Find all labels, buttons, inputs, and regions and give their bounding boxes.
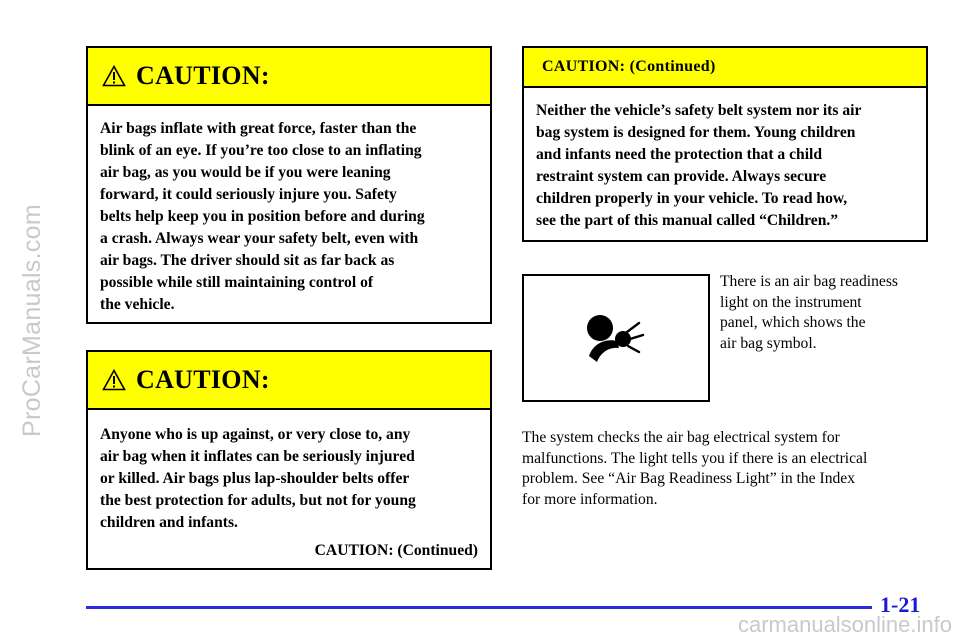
caution-body	[88, 410, 490, 562]
caution-continued: CAUTION: (Continued)	[314, 542, 478, 559]
caution-line: air bag when it inflates can be seriously injured	[100, 448, 415, 465]
airbag-symbol-frame	[522, 274, 710, 402]
caution-line: a crash. Always wear your safety belt, even with	[100, 230, 419, 247]
caution-line: blink of an eye. If you’re too close to an inflating	[100, 142, 422, 159]
caution-line: forward, it could seriously injure you. Safety	[100, 186, 397, 203]
text-line: malfunctions. The light tells you if there is an electrical	[522, 449, 868, 467]
caution-title: CAUTION:	[136, 61, 270, 90]
caution-line: belts help keep you in position before and during	[100, 208, 425, 225]
text-line: air bag symbol.	[720, 334, 817, 352]
footer-rule	[86, 606, 872, 609]
caution-line: the vehicle.	[100, 296, 175, 313]
caution-line: children properly in your vehicle. To read how,	[536, 190, 848, 207]
caution-box-close-to-airbag	[86, 350, 492, 570]
text-line: The system checks the air bag electrical system for	[522, 429, 840, 446]
caution-line: and infants need the protection that a child	[536, 146, 823, 163]
bottom-watermark: carmanualsonline.info	[737, 612, 952, 637]
warning-triangle-icon	[102, 369, 126, 391]
caution-line: air bags. The driver should sit as far back as	[100, 252, 395, 269]
caution-line: Air bags inflate with great force, faster than the	[100, 120, 417, 137]
caution-line: Neither the vehicle’s safety belt system nor its air	[536, 102, 862, 119]
caution-header	[524, 48, 926, 88]
caution-title: CAUTION:	[136, 365, 270, 394]
caution-title: CAUTION: (Continued)	[542, 58, 716, 75]
caution-header	[88, 48, 490, 106]
caution-line: children and infants.	[100, 514, 238, 531]
caution-line: or killed. Air bags plus lap-shoulder belts offer	[100, 470, 410, 487]
page-number: 1-21	[880, 592, 921, 617]
caution-body	[524, 88, 926, 232]
text-line: panel, which shows the	[720, 314, 866, 331]
caution-line: see the part of this manual called “Children.”	[536, 212, 839, 229]
caution-line: air bag, as you would be if you were leaning	[100, 164, 391, 181]
side-watermark-text: ProCarManuals.com	[17, 203, 46, 437]
text-line: problem. See “Air Bag Readiness Light” in the Index	[522, 470, 856, 487]
caution-line: bag system is designed for them. Young children	[536, 124, 856, 141]
side-watermark	[10, 0, 54, 640]
caution-line: Anyone who is up against, or very close to, any	[100, 426, 411, 443]
caution-box-continued	[522, 46, 928, 242]
caution-body	[88, 106, 490, 316]
readiness-light-text	[720, 272, 898, 354]
system-check-text	[522, 428, 867, 510]
caution-line: restraint system can provide. Always secure	[536, 168, 827, 185]
text-line: There is an air bag readiness	[720, 273, 898, 290]
caution-line: possible while still maintaining control of	[100, 274, 374, 291]
text-line: light on the instrument	[720, 293, 862, 311]
caution-header	[88, 352, 490, 410]
warning-triangle-icon	[102, 65, 126, 87]
text-line: for more information.	[522, 490, 658, 508]
caution-box-airbag-force	[86, 46, 492, 324]
caution-line: the best protection for adults, but not for young	[100, 492, 416, 509]
airbag-symbol-icon	[581, 308, 651, 368]
